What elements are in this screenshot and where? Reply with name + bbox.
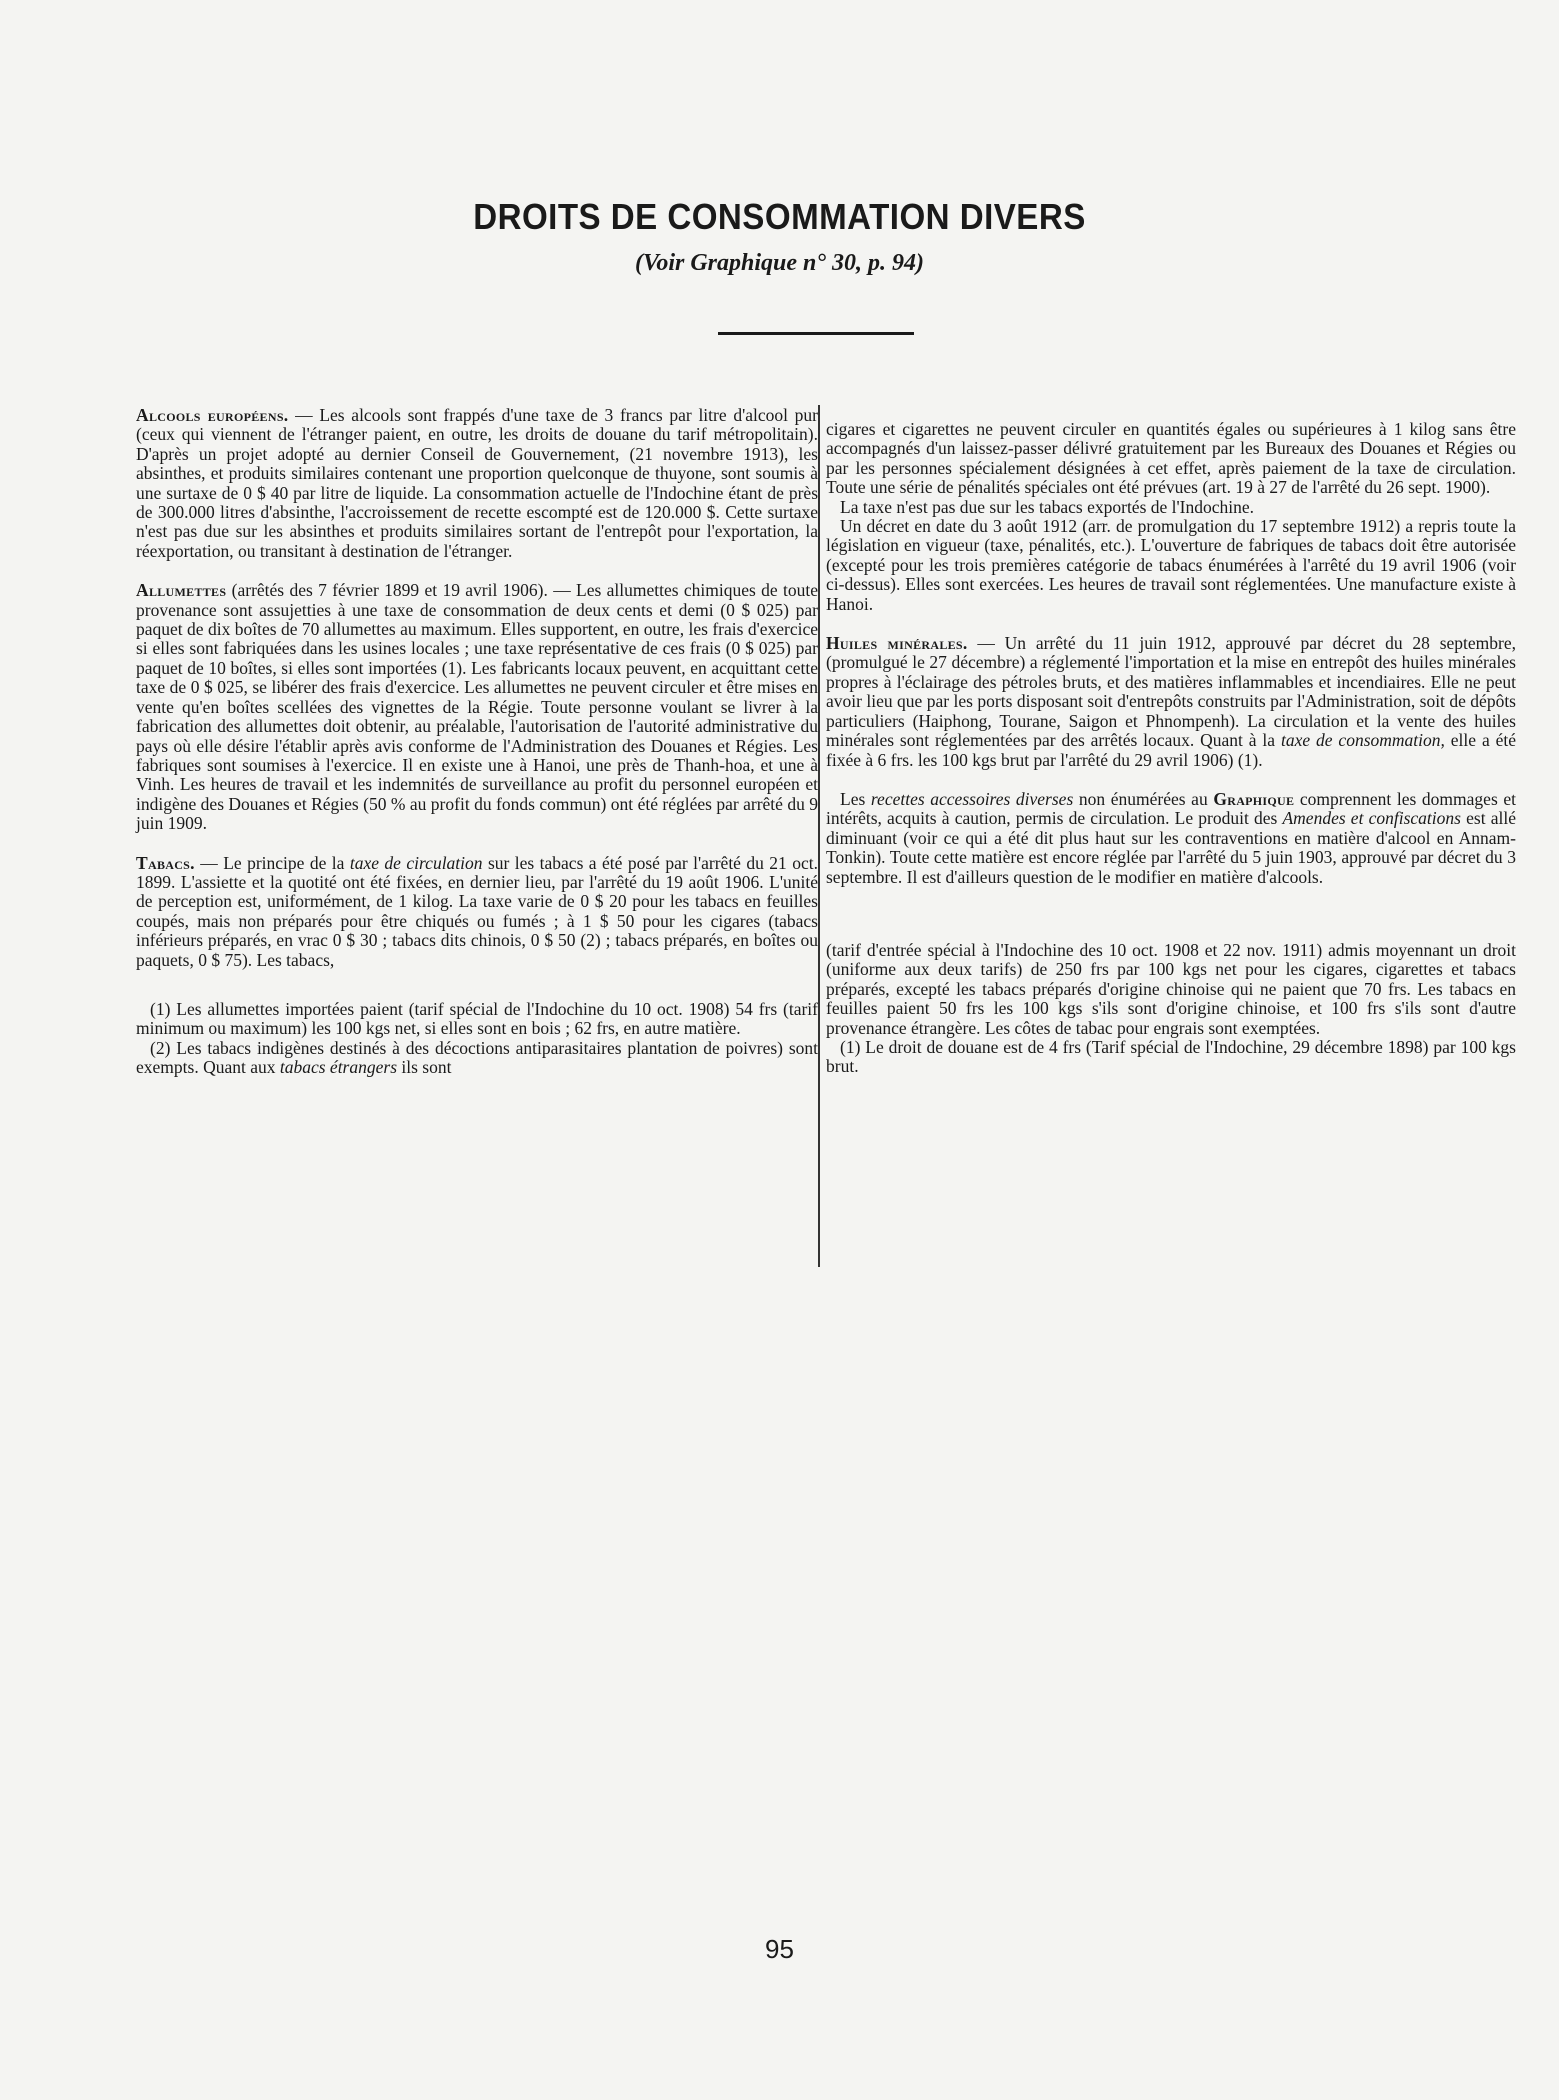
title-rule [718,332,914,335]
paragraph-tabacs-continued: cigares et cigarettes ne peuvent circuler en quantités égales ou supérieures à 1 kilog sans être accompagnés d'un laissez-passer délivré gratuitement par les Bureaux des Douanes et Régies ou par les personnes spécialement désignées à cet effet, après paiement de la taxe de circulation. Toute une série de pénalités spéciales ont été prévues (art. 19 à 27 de l'arrêté du 26 sept. 1900). [826,419,1516,498]
paragraph-tabacs-export: La taxe n'est pas due sur les tabacs exportés de l'Indochine. [840,496,1255,517]
footnote-2-a: (2) Les tabacs indigènes destinés à des décoctions antiparasitaires plantation de poivres) sont exempts. Quant aux [136,1037,818,1078]
heading-huiles: Huiles minérales. [826,633,968,654]
text-recettes-italic-1: recettes accessoires diverses [870,788,1074,809]
text-tabacs-b: sur les tabacs a été posé par l'arrêté du 21 oct. 1899. L'assiette et la quotité ont été fixées, en dernier lieu, par l'arrêté du 19 août 1906. L'unité de perception est, uniformément, de 1 kilog. La taxe varie de 0 $ 20 pour les tabacs en feuilles coupés, mais non préparés pour être chiqués ou fumés ; à 1 $ 50 pour les cigares (tabacs inférieurs préparés, en vrac 0 $ 30 ; tabacs dits chinois, 0 $ 50 (2) ; tabacs préparés, en boîtes ou paquets, 0 $ 75). Les tabacs, [136,852,818,970]
text-alcools: — Les alcools sont frappés d'une taxe de 3 francs par litre d'alcool pur (ceux qui viennent de l'étranger paient, en outre, les droits de douane du tarif métropolitain). D'après un projet adopté au dernier Conseil de Gouvernement, (21 novembre 1913), les absinthes, et produits similaires contenant une proportion quelconque de thuyone, sont soumis à une surtaxe de 0 $ 40 par litre de liquide. La consommation actuelle de l'Indochine étant de près de 300.000 litres d'absinthe, l'accroissement de recette escompté est de 120.000 $. Cette surtaxe n'est pas due sur les absinthes et produits similaires sortant de l'entrepôt pour l'exportation, la réexportation, ou transitant à destination de l'étranger. [136,405,818,561]
footnote-right-1: (1) Le droit de douane est de 4 frs (Tarif spécial de l'Indochine, 29 décembre 1898) par 100 kgs brut. [826,1036,1516,1077]
text-recettes-d: est allé diminuant (voir ce qui a été dit plus haut sur les contraventions en matière d'alcool en Annam-Tonkin). Toute cette matière est encore réglée par l'arrêté du 5 juin 1903, approuvé par décret du 3 septembre. Il est d'ailleurs question de le modifier en matière d'alcools. [826,808,1517,887]
footnotes-right [826,941,1516,1077]
footnote-continued: (tarif d'entrée spécial à l'Indochine des 10 oct. 1908 et 22 nov. 1911) admis moyennant un droit (uniforme aux deux tarifs) de 250 frs par 100 kgs net pour les cigares, cigarettes et tabacs préparés, excepté les tabacs préparés d'origine chinoise qui ne paient que 70 frs. Les tabacs en feuilles paient 50 frs les 100 kgs s'ils sont d'origine chinoise, et 100 frs s'ils sont d'autre provenance étrangère. Les côtes de tabac pour engrais sont exemptées. [826,939,1516,1038]
footnote-1: (1) Les allumettes importées paient (tarif spécial de l'Indochine du 10 oct. 1908) 54 frs (tarif minimum ou maximum) les 100 kgs net, si elles sont en bois ; 62 frs, en autre matière. [136,998,818,1039]
paragraph-tabacs [136,854,818,970]
heading-tabacs: Tabacs. [136,852,195,873]
text-tabacs-a: — Le principe de la [194,852,350,873]
text-tabacs-italic: taxe de circulation [349,852,483,873]
page-number: 95 [765,1934,794,1964]
text-recettes-italic-2: Amendes et confiscations [1282,808,1461,829]
footnote-2-b: ils sont [397,1057,452,1078]
paragraph-huiles [826,634,1516,770]
text-huiles-b: elle a été fixée à 6 frs. les 100 kgs brut par l'arrêté du 29 avril 1906) (1). [826,730,1517,770]
paragraph-tabacs-decret: Un décret en date du 3 août 1912 (arr. de promulgation du 17 septembre 1912) a repris toute la législation en vigueur (taxe, pénalités, etc.). L'ouverture de fabriques de tabacs doit être autorisée (excepté pour les trois premières catégorie de tabacs énumérées à l'arrêté du 19 avril 1906 (voir ci-dessus). Elles sont exercées. Les heures de travail sont réglementées. Une manufacture existe à Hanoi. [826,516,1516,614]
right-column [826,420,1516,1077]
left-column [136,406,818,1078]
text-recettes-b: non énumérées au [1073,788,1214,809]
paragraph-allumettes [136,581,818,833]
page-title: DROITS DE CONSOMMATION DIVERS [473,196,1086,237]
paragraph-recettes [826,790,1516,887]
footnotes-left [136,1000,818,1078]
text-recettes-c: comprennent les dommages et intérêts, acquits à caution, permis de circulation. Le produit des [826,788,1516,829]
text-recettes-graphique: Graphique [1213,788,1295,809]
column-divider [818,405,820,1267]
paragraph-alcools [136,406,818,561]
text-allumettes: (arrêtés des 7 février 1899 et 19 avril 1906). — Les allumettes chimiques de toute provenance sont assujetties à une taxe de consommation de deux cents et demi (0 $ 025) par paquet de dix boîtes de 70 allumettes au maximum. Elles supportent, en outre, les frais d'exercice si elles sont fabriquées dans les usines locales ; une taxe représentative de ces frais (0 $ 025) par paquet de 10 boîtes, si elles sont importées (1). Les fabricants locaux peuvent, en acquittant cette taxe de 0 $ 025, se libérer des frais d'exercice. Les allumettes ne peuvent circuler et être mises en vente qu'en boîtes scellées des vignettes de la Régie. Toute personne voulant se livrer à la fabrication des allumettes doit obtenir, au préalable, l'autorisation de l'autorité administrative du pays où elle désire l'établir après avis conforme de l'Administration des Douanes et Régies. Les fabriques sont soumises à l'exercice. Il en existe une à Hanoi, une près de Thanh-hoa, et une à Vinh. Les heures de travail et les indemnités de surveillance au profit du personnel européen et indigène des Douanes et Régies (50 % au profit du fonds commun) ont été réglées par arrêté du 9 juin 1909. [136,580,818,834]
heading-alcools: Alcools européens. [136,405,289,425]
footnote-2-italic: tabacs étrangers [279,1057,398,1078]
footnote-2 [136,1039,818,1078]
text-huiles-a: — Un arrêté du 11 juin 1912, approuvé par décret du 28 septembre, (promulgué le 27 décembre) a réglementé l'importation et la mise en entrepôt des huiles minérales propres à l'éclairage des pétroles bruts, et des matières inflammables et incendiaires. Elle ne peut avoir lieu que par les ports disposant soit d'entrepôts construits par l'Administration, soit de dépôts particuliers (Haiphong, Tourane, Saigon et Phnompenh). La circulation et la vente des huiles minérales sont réglementées par des arrêtés locaux. Quant à la [826,633,1516,751]
text-recettes-a: Les [840,788,871,809]
page-subtitle: (Voir Graphique n° 30, p. 94) [635,250,924,276]
text-huiles-italic: taxe de consommation, [1280,730,1445,751]
heading-allumettes: Allumettes [136,580,227,601]
